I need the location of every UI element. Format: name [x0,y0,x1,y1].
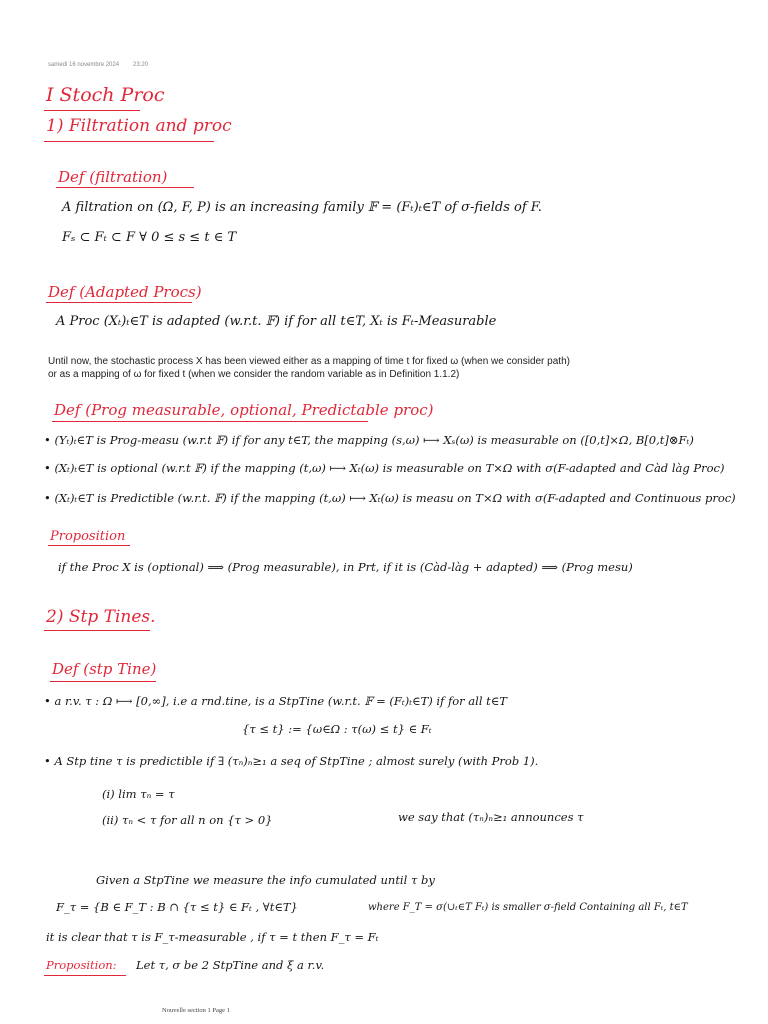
info-given-line: Given a StpTine we measure the info cumulated until τ by [96,873,435,887]
def-stoptime-title: Def (stp Tine) [52,660,157,678]
def-prog-title: Def (Prog measurable, optional, Predictable proc) [54,401,434,419]
section-stoptime-underline [44,630,150,631]
def-filtration-line2: Fₛ ⊂ Fₜ ⊂ F ∀ 0 ≤ s ≤ t ∈ T [62,230,237,245]
section-filtration-heading: 1) Filtration and proc [46,116,232,136]
page-footer: Nouvelle section 1 Page 1 [162,1007,230,1014]
proposition1-statement: if the Proc X is (optional) ⟹ (Prog measurable), in Prt, if it is (Càd-làg + adapted) ⟹ (Prog mesu) [58,560,633,574]
proposition1-underline [48,545,130,546]
info-clear-line: it is clear that τ is F_τ-measurable , if τ = t then F_τ = Fₜ [46,930,379,944]
def-filtration-title: Def (filtration) [58,168,168,186]
def-prog-bullet1: • (Yₜ)ₜ∈T is Prog-measu (w.r.t 𝔽) if for any t∈T, the mapping (s,ω) ⟼ Xₛ(ω) is measurable on ([0,t]×Ω, B[0,t]⊗Fₜ) [44,433,694,447]
def-filtration-underline [56,187,194,188]
def-prog-underline [52,421,368,422]
section-filtration-underline [44,141,214,142]
def-prog-bullet2: • (Xₜ)ₜ∈T is optional (w.r.t 𝔽) if the mapping (t,ω) ⟼ Xₜ(ω) is measurable on T×Ω with σ(F-adapted and Càd làg Proc) [44,461,725,475]
note-time: 23:20 [133,62,149,68]
typed-note-line2: or as a mapping of ω for fixed t (when we consider the random variable as in Definition 1.1.2) [48,369,460,380]
proposition2-title: Proposition: [46,958,117,972]
def-stoptime-cond-ii: (ii) τₙ < τ for all n on {τ > 0} [102,813,273,827]
def-stoptime-underline [50,681,156,682]
def-filtration-line1: A filtration on (Ω, F, P) is an increasing family 𝔽 = (Fₜ)ₜ∈T of σ-fields of F. [62,200,542,215]
def-stoptime-cond-i: (i) lim τₙ = τ [102,787,175,801]
def-stoptime-bullet1: • a r.v. τ : Ω ⟼ [0,∞], i.e a rnd.tine, is a StpTine (w.r.t. 𝔽 = (Fₜ)ₜ∈T) if for all t∈T [44,694,507,708]
section-stoptime-heading: 2) Stp Tines. [46,607,156,627]
def-stoptime-announces: we say that (τₙ)ₙ≥₁ announces τ [398,810,584,824]
proposition2-text: Let τ, σ be 2 StpTine and ξ a r.v. [136,958,325,972]
def-adapted-underline [46,302,192,303]
def-adapted-line1: A Proc (Xₜ)ₜ∈T is adapted (w.r.t. 𝔽) if for all t∈T, Xₜ is Fₜ-Measurable [56,314,497,329]
def-stoptime-equation: {τ ≤ t} := {ω∈Ω : τ(ω) ≤ t} ∈ Fₜ [242,722,432,736]
info-where-line: where F_T = σ(∪ₜ∈T Fₜ) is smaller σ-field Containing all Fₜ, t∈T [368,902,688,913]
chapter-underline [44,110,140,111]
def-prog-bullet3: • (Xₜ)ₜ∈T is Predictible (w.r.t. 𝔽) if the mapping (t,ω) ⟼ Xₜ(ω) is measu on T×Ω with σ(F-adapted and Continuous proc) [44,491,736,505]
chapter-heading: I Stoch Proc [46,84,165,106]
proposition1-title: Proposition [50,529,126,544]
typed-note-line1: Until now, the stochastic process X has been viewed either as a mapping of time t for fixed ω (when we consider path) [48,356,570,367]
def-stoptime-bullet2: • A Stp tine τ is predictible if ∃ (τₙ)ₙ≥₁ a seq of StpTine ; almost surely (with Prob 1). [44,754,539,768]
proposition2-underline [44,975,126,976]
info-ftau-definition: F_τ = {B ∈ F_T : B ∩ {τ ≤ t} ∈ Fₜ , ∀t∈T} [56,900,298,914]
note-date: samedi 16 novembre 2024 [48,62,120,68]
def-adapted-title: Def (Adapted Procs) [48,283,202,301]
